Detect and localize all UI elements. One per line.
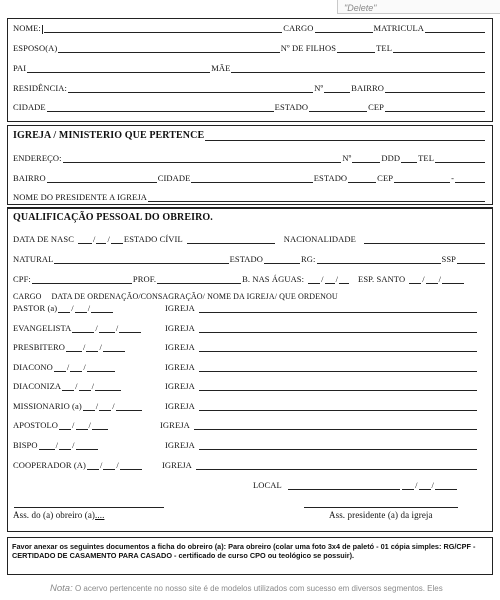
- tel-label: TEL: [376, 43, 392, 53]
- nasc-month-field[interactable]: [96, 236, 106, 244]
- role-igreja-label: IGREJA: [162, 460, 192, 470]
- tel-field[interactable]: [393, 45, 485, 53]
- role-day-field[interactable]: [66, 344, 82, 352]
- slash: /: [438, 274, 442, 284]
- role-month-field[interactable]: [103, 462, 115, 470]
- row-nasc: [13, 234, 486, 245]
- row-cpf: [13, 274, 486, 285]
- prof-field[interactable]: [157, 276, 241, 284]
- role-row: [13, 460, 486, 471]
- role-igreja-label: IGREJA: [165, 401, 195, 411]
- cep-field[interactable]: [385, 104, 485, 112]
- church-numero-label: Nº: [342, 153, 352, 163]
- slash: /: [66, 362, 70, 372]
- church-bairro-field[interactable]: [47, 175, 157, 183]
- slash: /: [107, 234, 110, 244]
- church-ddd-field[interactable]: [401, 155, 417, 163]
- espirito-month-field[interactable]: [426, 276, 438, 284]
- church-endereco-field[interactable]: [63, 155, 342, 163]
- role-igreja-label: IGREJA: [160, 420, 190, 430]
- row-natural: [13, 254, 486, 265]
- q-estado-label: ESTADO: [229, 254, 264, 264]
- role-label: PRESBITERO: [13, 342, 66, 352]
- role-month-field[interactable]: [70, 364, 82, 372]
- ssp-label: SSP: [441, 254, 456, 264]
- presidente-signature-line[interactable]: [304, 507, 458, 508]
- local-label: LOCAL: [253, 480, 282, 490]
- role-igreja-label: IGREJA: [165, 440, 195, 450]
- aguas-month-field[interactable]: [325, 276, 335, 284]
- slash: /: [55, 440, 59, 450]
- nome-label: NOME:: [13, 23, 41, 33]
- role-label: APOSTOLO: [13, 420, 59, 430]
- sig-presidente-label: Ass. presidente (a) da igreja: [329, 510, 433, 520]
- role-year-field[interactable]: [91, 305, 113, 313]
- local-field[interactable]: [288, 482, 400, 490]
- residencia-field[interactable]: [68, 85, 313, 93]
- role-year-field[interactable]: [116, 403, 142, 411]
- nacionalidade-label: NACIONALIDADE: [283, 234, 356, 244]
- role-day-field[interactable]: [39, 442, 55, 450]
- slash: /: [415, 480, 418, 490]
- espirito-day-field[interactable]: [409, 276, 421, 284]
- pai-label: PAI: [13, 63, 27, 73]
- role-igreja-field[interactable]: [196, 462, 477, 470]
- slash: /: [95, 401, 99, 411]
- role-label: EVANGELISTA: [13, 323, 72, 333]
- estado-label: ESTADO: [274, 102, 309, 112]
- qualification-title: QUALIFICAÇÃO PESSOAL DO OBREIRO.: [13, 212, 213, 223]
- church-cep-dash: -: [451, 173, 454, 183]
- role-igreja-label: IGREJA: [165, 342, 195, 352]
- local-month-field[interactable]: [419, 482, 431, 490]
- rg-label: RG:: [301, 254, 316, 264]
- role-label: DIACONO: [13, 362, 53, 372]
- natural-label: NATURAL: [13, 254, 54, 264]
- role-year-field[interactable]: [87, 364, 115, 372]
- church-bairro-label: BAIRRO: [13, 173, 46, 183]
- mae-field[interactable]: [231, 65, 485, 73]
- row-local: [253, 480, 458, 491]
- row-sig-obreiro: [13, 510, 213, 521]
- estado-civil-label: ESTADO CÍVIL: [123, 234, 183, 244]
- slash: /: [91, 381, 95, 391]
- documents-note: Favor anexar os seguintes documentos a ficha do obreiro (a): Para obreiro (colar uma foto 3x4 de paletó - 01 cópia simples: RG/CPF - CERTIDADO DE CASAMENTO PARA CASADO - certificado de curso CPO ou teológico se possuir).: [12, 542, 476, 560]
- aguas-label: B. NAS ÁGUAS:: [242, 274, 305, 284]
- numero-field[interactable]: [324, 85, 350, 93]
- numero-label: Nº: [314, 83, 324, 93]
- slash: /: [92, 234, 96, 244]
- row-presidente: [13, 192, 486, 203]
- church-tel-label: TEL: [418, 153, 434, 163]
- church-section-title: IGREJA / MINISTERIO QUE PERTENCE: [13, 130, 205, 141]
- filhos-label: Nº DE FILHOS: [280, 43, 337, 53]
- local-year-field[interactable]: [435, 482, 457, 490]
- role-year-field[interactable]: [76, 442, 98, 450]
- cep-label: CEP: [368, 102, 384, 112]
- role-igreja-field[interactable]: [199, 364, 477, 372]
- slash: /: [72, 440, 75, 450]
- matricula-label: MATRICULA: [373, 23, 424, 33]
- role-igreja-field[interactable]: [199, 325, 477, 333]
- data-nasc-label: DATA DE NASC: [13, 234, 74, 244]
- bairro-field[interactable]: [385, 85, 485, 93]
- slash: /: [115, 323, 119, 333]
- slash: /: [99, 460, 103, 470]
- aguas-year-field[interactable]: [339, 276, 349, 284]
- role-day-field[interactable]: [62, 383, 74, 391]
- role-year-field[interactable]: [92, 422, 108, 430]
- espirito-label: ESP. SANTO: [358, 274, 406, 284]
- presidente-label: NOME DO PRESIDENTE A IGREJA: [13, 192, 147, 202]
- role-month-field[interactable]: [99, 403, 111, 411]
- role-igreja-field[interactable]: [199, 403, 477, 411]
- q-estado-field[interactable]: [264, 256, 300, 264]
- estado-civil-field[interactable]: [187, 236, 275, 244]
- role-igreja-label: IGREJA: [165, 323, 195, 333]
- role-igreja-field[interactable]: [199, 305, 477, 313]
- slash: /: [71, 303, 74, 313]
- church-cidade-label: CIDADE: [157, 173, 191, 183]
- cargo-field[interactable]: [315, 25, 373, 33]
- church-numero-field[interactable]: [352, 155, 380, 163]
- sig-obreiro-label: Ass. do (a) obreiro (a): [13, 510, 96, 520]
- espirito-year-field[interactable]: [442, 276, 464, 284]
- role-day-field[interactable]: [59, 422, 71, 430]
- church-cep-field-b[interactable]: [455, 175, 485, 183]
- role-day-field[interactable]: [72, 325, 94, 333]
- cpf-label: CPF:: [13, 274, 31, 284]
- role-month-field[interactable]: [59, 442, 71, 450]
- row-cidade: [13, 102, 486, 113]
- cidade-field[interactable]: [47, 104, 274, 112]
- slash: /: [83, 362, 86, 372]
- role-day-field[interactable]: [87, 462, 99, 470]
- delete-tooltip: "Delete": [337, 0, 500, 14]
- cpf-field[interactable]: [32, 276, 132, 284]
- footer-note: [50, 583, 490, 594]
- role-month-field[interactable]: [99, 325, 115, 333]
- mae-label: MÃE: [211, 63, 231, 73]
- row-qual-title: [13, 213, 486, 224]
- slash: /: [75, 381, 78, 391]
- slash: /: [335, 274, 339, 284]
- ssp-field[interactable]: [457, 256, 485, 264]
- role-igreja-field[interactable]: [199, 442, 477, 450]
- natural-field[interactable]: [54, 256, 228, 264]
- role-row: [13, 362, 486, 373]
- church-endereco-label: ENDEREÇO:: [13, 153, 62, 163]
- role-row: [13, 323, 486, 334]
- role-year-field[interactable]: [95, 383, 121, 391]
- ordenacao-header: DATA DE ORDENAÇÃO/CONSAGRAÇÃO/ NOME DA IGREJA/ QUE ORDENOU: [51, 292, 338, 301]
- role-igreja-field[interactable]: [194, 422, 477, 430]
- slash: /: [72, 420, 75, 430]
- role-label: MISSIONARIO (a): [13, 401, 82, 411]
- text-cursor: [42, 25, 43, 34]
- aguas-day-field[interactable]: [308, 276, 320, 284]
- role-month-field[interactable]: [86, 344, 98, 352]
- footer-text: O acervo pertencente no nosso site é de modelos utilizados com sucesso em diversos segmentos. Eles: [74, 584, 443, 593]
- church-estado-label: ESTADO: [313, 173, 348, 183]
- row-esposo: [13, 43, 486, 54]
- prof-label: PROF.: [132, 274, 157, 284]
- slash: /: [83, 342, 86, 352]
- slash: /: [112, 401, 115, 411]
- role-igreja-field[interactable]: [199, 383, 477, 391]
- role-igreja-label: IGREJA: [165, 303, 195, 313]
- cargo-label: CARGO: [283, 23, 314, 33]
- role-row: [13, 303, 486, 314]
- role-year-field[interactable]: [103, 344, 125, 352]
- role-label: DIACONIZA: [13, 381, 62, 391]
- nacionalidade-field[interactable]: [364, 236, 485, 244]
- role-row: [13, 401, 486, 412]
- role-row: [13, 420, 486, 431]
- nasc-day-field[interactable]: [78, 236, 92, 244]
- role-row: [13, 342, 486, 353]
- esposo-field[interactable]: [58, 45, 279, 53]
- role-row: [13, 440, 486, 451]
- role-month-field[interactable]: [79, 383, 91, 391]
- slash: /: [87, 303, 91, 313]
- residencia-label: RESIDÊNCIA:: [13, 83, 67, 93]
- obreiro-signature-line[interactable]: [14, 507, 164, 508]
- rg-field[interactable]: [317, 256, 441, 264]
- slash: /: [431, 480, 434, 490]
- cidade-label: CIDADE: [13, 102, 46, 112]
- bairro-label: BAIRRO: [351, 83, 384, 93]
- church-estado-field[interactable]: [348, 175, 376, 183]
- role-igreja-label: IGREJA: [165, 381, 195, 391]
- role-row: [13, 381, 486, 392]
- role-month-field[interactable]: [75, 305, 87, 313]
- role-label: BISPO: [13, 440, 38, 450]
- row-sig-presidente: [329, 510, 489, 521]
- presidente-field[interactable]: [148, 194, 485, 202]
- role-day-field[interactable]: [58, 305, 70, 313]
- role-year-field[interactable]: [119, 325, 141, 333]
- slash: /: [99, 342, 102, 352]
- row-role-header: [13, 292, 486, 303]
- esposo-label: ESPOSO(A): [13, 43, 58, 53]
- nasc-year-field[interactable]: [111, 236, 123, 244]
- role-label: PASTOR (a): [13, 303, 58, 313]
- slash: /: [422, 274, 425, 284]
- church-tel-field[interactable]: [435, 155, 485, 163]
- matricula-field[interactable]: [425, 25, 485, 33]
- nome-field[interactable]: [44, 25, 282, 33]
- slash: /: [95, 323, 98, 333]
- local-day-field[interactable]: [402, 482, 414, 490]
- role-month-field[interactable]: [76, 422, 88, 430]
- footer-nota-label: Nota:: [50, 583, 73, 594]
- estado-field[interactable]: [309, 104, 367, 112]
- role-day-field[interactable]: [54, 364, 66, 372]
- row-church-title: [13, 131, 486, 142]
- role-igreja-label: IGREJA: [165, 362, 195, 372]
- row-endereco: [13, 153, 486, 164]
- role-igreja-field[interactable]: [199, 344, 477, 352]
- filhos-field[interactable]: [337, 45, 375, 53]
- sig-obreiro-dots: ....: [95, 510, 105, 520]
- row-residencia: [13, 83, 486, 94]
- church-name-field[interactable]: [205, 133, 485, 141]
- row-nome: [13, 23, 486, 34]
- slash: /: [321, 274, 324, 284]
- role-year-field[interactable]: [120, 462, 142, 470]
- row-pai: [13, 63, 486, 74]
- cargo-header: CARGO: [13, 292, 42, 301]
- role-label: COOPERADOR (A): [13, 460, 86, 470]
- role-day-field[interactable]: [83, 403, 95, 411]
- pai-field[interactable]: [27, 65, 210, 73]
- church-cep-field-a[interactable]: [394, 175, 450, 183]
- slash: /: [88, 420, 91, 430]
- church-ddd-label: DDD: [381, 153, 401, 163]
- church-cidade-field[interactable]: [191, 175, 312, 183]
- church-cep-label: CEP: [377, 173, 394, 183]
- slash: /: [116, 460, 119, 470]
- row-church-bairro: [13, 173, 486, 184]
